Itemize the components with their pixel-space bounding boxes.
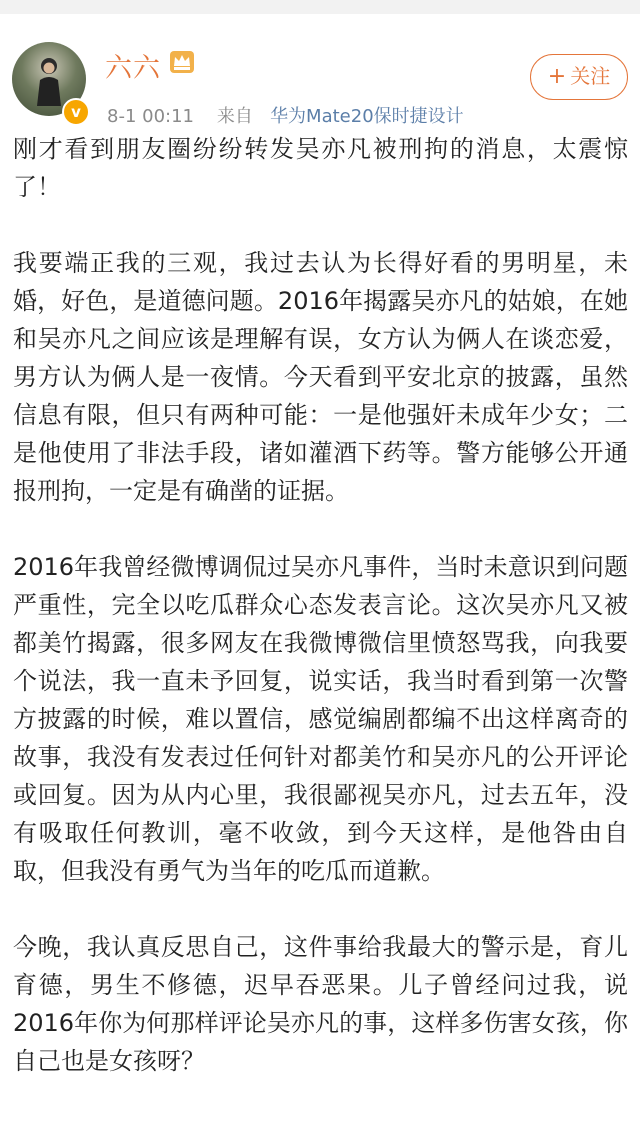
paragraph-1: 刚才看到朋友圈纷纷转发吴亦凡被刑拘的消息，太震惊了！ <box>13 135 628 201</box>
status-strip <box>0 0 640 14</box>
post-body <box>13 130 628 1118</box>
paragraph-2: 我要端正我的三观，我过去认为长得好看的男明星，未婚，好色，是道德问题。2016年揭露吴亦凡的姑娘，在她和吴亦凡之间应该是理解有误，女方认为俩人在谈恋爱，男方认为俩人是一夜情。今天看到平安北京的披露，虽然信息有限，但只有两种可能：一是他强奸未成年少女；二是他使用了非法手段，诸如灌酒下药等。警方能够公开通报刑拘，一定是有确凿的证据。 <box>13 249 628 505</box>
follow-button[interactable] <box>530 54 628 100</box>
post-header <box>0 14 640 127</box>
follow-label: 关注 <box>570 64 611 88</box>
paragraph-4: 今晚，我认真反思自己，这件事给我最大的警示是，育儿育德，男生不修德，迟早吞恶果。儿子曾经问过我，说2016年你为何那样评论吴亦凡的事，这样多伤害女孩，你自己也是女孩呀？ <box>13 933 628 1075</box>
paragraph-3: 2016年我曾经微博调侃过吴亦凡事件，当时未意识到问题严重性，完全以吃瓜群众心态发表言论。这次吴亦凡又被都美竹揭露，很多网友在我微博微信里愤怒骂我，向我要个说法，我一直未予回复，说实话，我当时看到第一次警方披露的时候，难以置信，感觉编剧都编不出这样离奇的故事，我没有发表过任何针对都美竹和吴亦凡的公开评论或回复。因为从内心里，我很鄙视吴亦凡，过去五年，没有吸取任何教训，毫不收敛，到今天这样，是他咎由自取，但我没有勇气为当年的吃瓜而道歉。 <box>13 553 628 885</box>
verified-v-icon: v <box>62 98 90 126</box>
avatar-photo <box>34 56 64 108</box>
source-prefix: 来自 <box>216 106 253 127</box>
plus-icon: + <box>547 64 567 89</box>
username[interactable]: 六六 <box>105 53 161 84</box>
crown-icon[interactable] <box>167 46 197 76</box>
post-time: 8-1 00:11 <box>107 106 194 127</box>
source-device-link[interactable]: 华为Mate20保时捷设计 <box>270 106 464 127</box>
post-meta <box>107 102 464 128</box>
